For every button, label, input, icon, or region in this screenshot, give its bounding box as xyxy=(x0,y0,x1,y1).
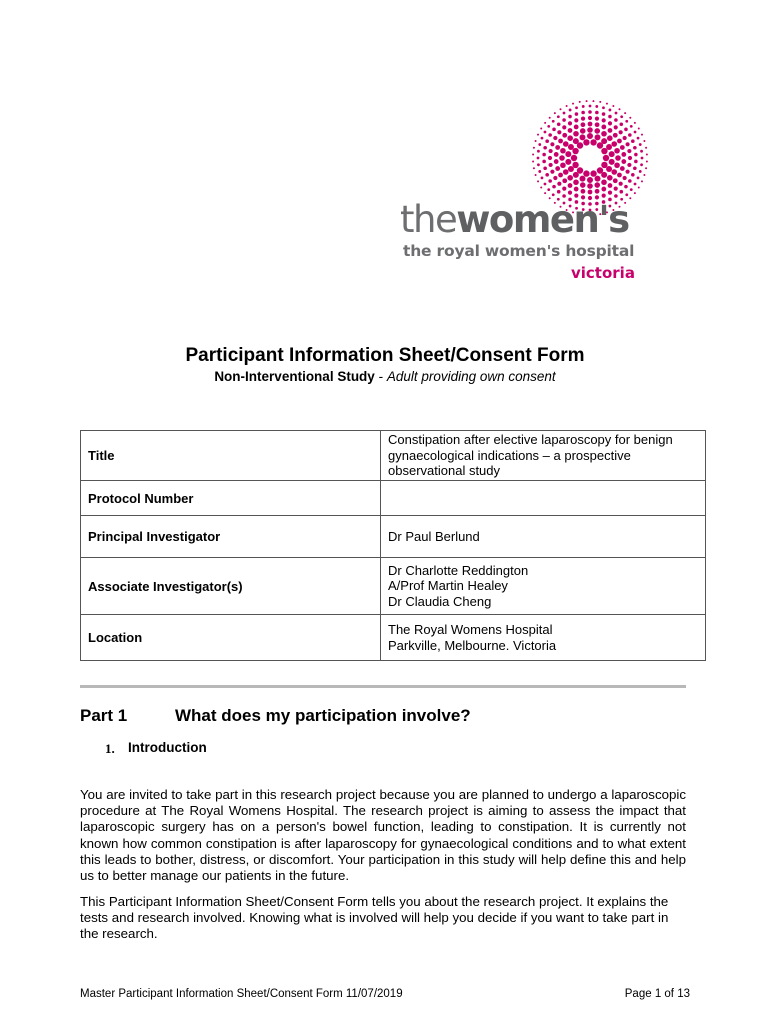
row-value-title: Constipation after elective laparoscopy for benign gynaecological indications – a prospective observational study xyxy=(381,431,706,481)
part-heading: What does my participation involve? xyxy=(175,706,471,725)
part-label: Part 1 xyxy=(80,706,128,725)
logo-hospital-name: the royal women's hospital xyxy=(403,242,635,260)
table-row xyxy=(81,431,706,481)
subsection-heading: Introduction xyxy=(128,740,207,755)
row-label-protocol-number: Protocol Number xyxy=(81,481,381,516)
row-value-associate-investigators: Dr Charlotte Reddington A/Prof Martin Healey Dr Claudia Cheng xyxy=(381,558,706,615)
row-label-associate-investigators: Associate Investigator(s) xyxy=(81,558,381,615)
row-value-location: The Royal Womens Hospital Parkville, Melbourne. Victoria xyxy=(381,615,706,661)
table-row xyxy=(81,516,706,558)
footer-page-number: Page 1 of 13 xyxy=(624,988,690,1000)
row-label-principal-investigator: Principal Investigator xyxy=(81,516,381,558)
document-title: Participant Information Sheet/Consent Form xyxy=(185,345,585,366)
study-info-table xyxy=(80,430,706,661)
body-paragraph: This Participant Information Sheet/Consent Form tells you about the research project. It explains the tests and research involved. Knowing what is involved will help you decide if you want to take part in the research. xyxy=(80,894,669,942)
table-row xyxy=(81,558,706,615)
body-paragraph: You are invited to take part in this research project because you are planned to undergo a laparoscopic procedure at The Royal Womens Hospital. The research project is aiming to assess the impact that laparoscopic surgery has on a person's bowel function, leading to constipation. It is currently not known how common constipation is after laparoscopy for gynaecological conditions and to what extent this leads to bother, distress, or discomfort. Your participation in this study will help define this and help us to better manage our patients in the future. xyxy=(80,787,686,884)
subsection-number: 1. xyxy=(105,741,115,756)
row-value-protocol-number xyxy=(381,481,706,516)
footer-document-name: Master Participant Information Sheet/Consent Form 11/07/2019 xyxy=(80,988,403,1000)
row-label-title: Title xyxy=(81,431,381,481)
document-subtitle: Non-Interventional Study - Adult providing own consent xyxy=(214,369,556,384)
row-value-principal-investigator: Dr Paul Berlund xyxy=(381,516,706,558)
table-row xyxy=(81,481,706,516)
table-row xyxy=(81,615,706,661)
logo-state: victoria xyxy=(571,264,635,282)
row-label-location: Location xyxy=(81,615,381,661)
logo-wordmark: thewomen's xyxy=(400,198,629,241)
section-divider xyxy=(80,685,686,688)
